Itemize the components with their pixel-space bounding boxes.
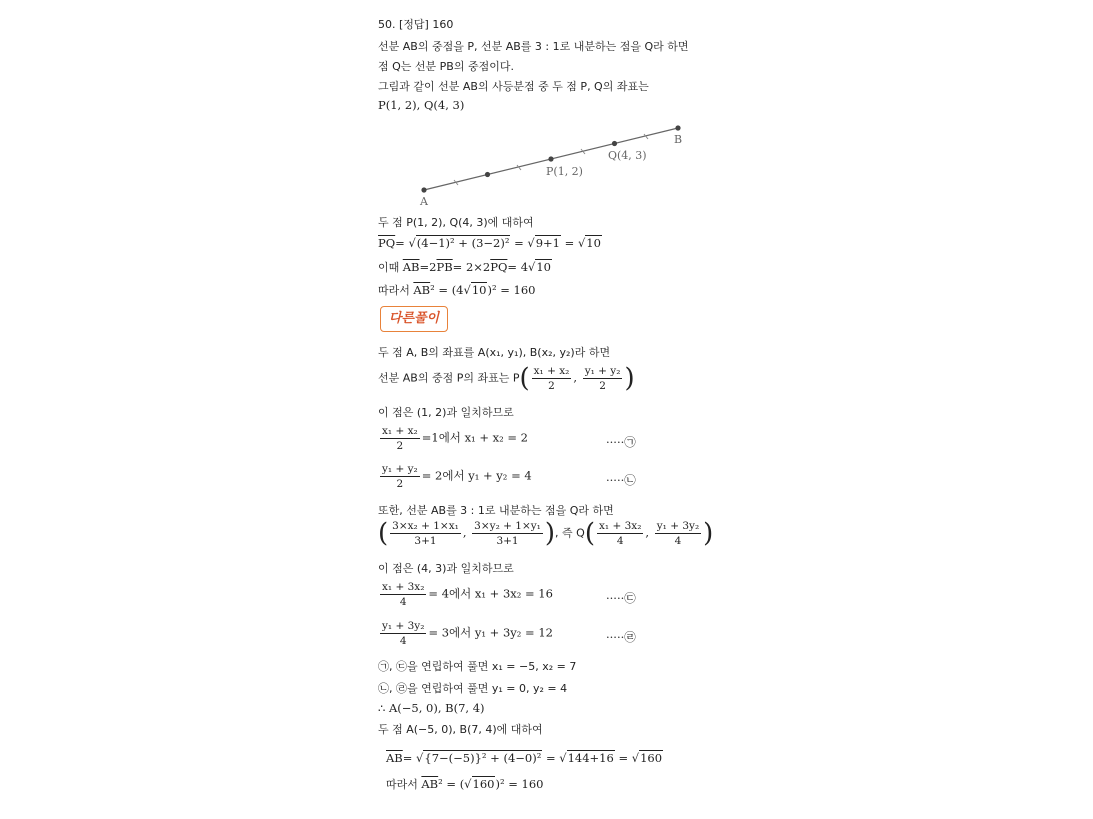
point-b	[675, 125, 680, 130]
label-p: P(1, 2)	[546, 165, 583, 178]
text-line: 선분 AB의 중점을 P, 선분 AB를 3 : 1로 내분하는 점을 Q라 하면	[378, 40, 689, 53]
text-line: 두 점 A, B의 좌표를 A(x₁, y₁), B(x₂, y₂)라 하면	[378, 346, 611, 359]
coordinates-line: P(1, 2), Q(4, 3)	[378, 98, 465, 112]
point-p	[548, 156, 553, 161]
solution-line: ㉡, ㉣을 연립하여 풀면 y₁ = 0, y₂ = 4	[378, 682, 568, 695]
solution-line: 두 점 A(−5, 0), B(7, 4)에 대하여	[378, 723, 543, 736]
text-line: 두 점 P(1, 2), Q(4, 3)에 대하여	[378, 216, 534, 229]
label-b: B	[674, 133, 683, 146]
equation-mark-4: ·····㉣	[606, 630, 636, 644]
text-line: 이 점은 (4, 3)과 일치하므로	[378, 562, 514, 575]
text-line: 점 Q는 선분 PB의 중점이다.	[378, 60, 514, 73]
ab-equation: 이때 $\overline{AB}=2\overline{PB}= 2\times 2\overline{PQ}= 4√10$	[378, 260, 551, 274]
label-q: Q(4, 3)	[608, 149, 647, 162]
equation-4: $\frac{\text{y₁ + 3y₂}}{4}$ = 3에서 y₁ + 3y₂ = 12	[382, 620, 553, 647]
solution-line: ㉠, ㉢을 연립하여 풀면 x₁ = −5, x₂ = 7	[378, 660, 577, 673]
alternative-solution-badge: 다른풀이	[380, 306, 448, 332]
equation-3: $\frac{\text{x₁ + 3x₂}}{4}$ = 4에서 x₁ + 3x₂ = 16	[382, 581, 553, 608]
solution-line: ∴ A(−5, 0), B(7, 4)	[378, 701, 485, 715]
text-line: 이 점은 (1, 2)과 일치하므로	[378, 406, 514, 419]
point-q	[612, 141, 617, 146]
point-a	[421, 187, 426, 192]
equation-mark-3: ·····㉢	[606, 591, 636, 605]
final-conclusion: 따라서 $\overline{AB}^2 = (√160)^2 = 160$	[386, 777, 544, 791]
equation-mark-1: ·····㉠	[606, 435, 636, 449]
quarter-point-1	[485, 172, 490, 177]
conclusion-line: 따라서 $\overline{AB}^2 = (4√10)^2 = 160$	[378, 283, 536, 297]
text-line: 그림과 같이 선분 AB의 사등분점 중 두 점 P, Q의 좌표는	[378, 80, 649, 93]
internal-division-formula: ( $\frac{\text{3×x₂ + 1×x₁}}{3+1}$ , $\frac{\text{3×y₂ + 1×y₁}}{3+1}$ ), 즉 Q( $\frac{\text{x₁ + 3x₂}}{4}$ , $\frac{\text{y₁ + 3y₂}}{4}$ )	[378, 518, 714, 549]
answer-header: 50. [정답] 160	[378, 18, 454, 31]
equation-2: $\frac{\text{y₁ + y₂}}{2}$ = 2에서 y₁ + y₂ = 4	[382, 463, 532, 490]
midpoint-formula: 선분 AB의 중점 P의 좌표는 P( $\frac{\text{x₁ + x₂}}{2}$ , $\frac{\text{y₁ + y₂}}{2}$ )	[378, 363, 635, 394]
final-distance: $\overline{AB}= √\{7-(-5)\}^2 + (4-0)^2 = √144+16 = √160$	[386, 751, 663, 765]
label-a: A	[420, 195, 428, 208]
equation-1: $\frac{\text{x₁ + x₂}}{2}$ =1에서 x₁ + x₂ = 2	[382, 425, 528, 452]
equation-mark-2: ·····㉡	[606, 473, 636, 487]
segment-diagram	[408, 120, 698, 212]
text-line: 또한, 선분 AB를 3 : 1로 내분하는 점을 Q라 하면	[378, 504, 614, 517]
pq-equation: $\overline{PQ}= √(4-1)^2 + (3-2)^2 = √9+1 = √10$	[378, 236, 601, 250]
